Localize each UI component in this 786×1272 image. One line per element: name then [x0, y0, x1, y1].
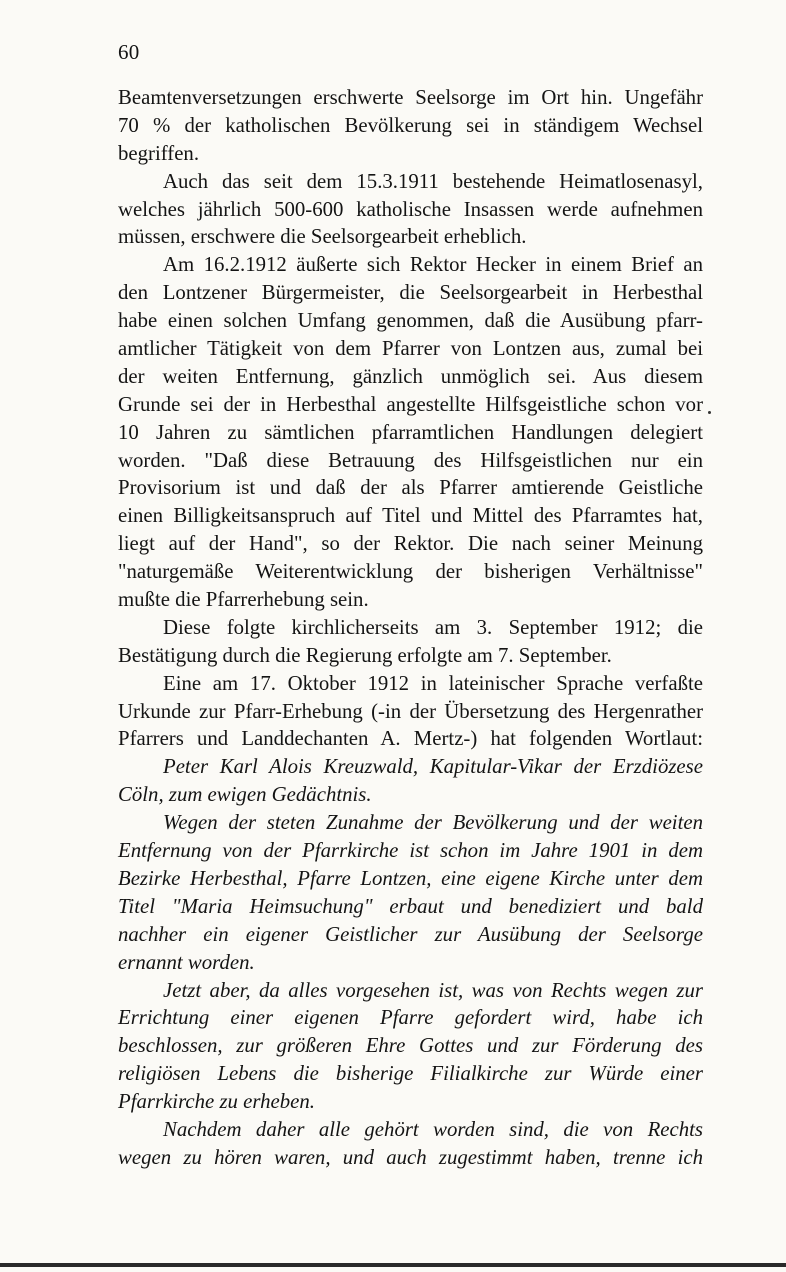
text-line: habe einen solchen Umfang genommen, daß die Ausübung pfarr- [118, 309, 703, 333]
text-line: Peter Karl Alois Kreuzwald, Kapitular-Vikar der Erzdiözese [163, 755, 703, 779]
text-line: einen Billigkeitsanspruch auf Titel und Mittel des Pfarramtes hat, [118, 504, 703, 528]
text-line: Diese folgte kirchlicherseits am 3. September 1912; die [163, 615, 703, 639]
body-text [118, 84, 703, 1172]
text-line: Nachdem daher alle gehört worden sind, die von Rechts [163, 1117, 703, 1141]
text-line: 10 Jahren zu sämtlichen pfarramtlichen Handlungen delegiert [118, 420, 703, 444]
text-line: Am 16.2.1912 äußerte sich Rektor Hecker in einem Brief an [163, 253, 703, 277]
text-line: wegen zu hören waren, und auch zugestimmt haben, trenne ich [118, 1145, 703, 1169]
text-line: worden. "Daß diese Betrauung des Hilfsgeistlichen nur ein [118, 448, 703, 472]
text-line: Bestätigung durch die Regierung erfolgte am 7. September. [118, 643, 612, 667]
stray-dot [708, 411, 711, 414]
page-number: 60 [118, 40, 140, 64]
text-line: 70 % der katholischen Bevölkerung sei in ständigem Wechsel [118, 113, 703, 137]
text-line: ernannt worden. [118, 950, 255, 974]
text-line: liegt auf der Hand", so der Rektor. Die nach seiner Meinung [118, 532, 703, 556]
text-line: den Lontzener Bürgermeister, die Seelsorgearbeit in Herbesthal [118, 281, 703, 305]
text-line: Jetzt aber, da alles vorgesehen ist, was von Rechts wegen zur [163, 978, 703, 1002]
text-line: welches jährlich 500-600 katholische Insassen werde aufnehmen [118, 197, 703, 221]
text-line: Bezirke Herbesthal, Pfarre Lontzen, eine eigene Kirche unter dem [118, 866, 703, 890]
text-line: nachher ein eigener Geistlicher zur Ausübung der Seelsorge [118, 922, 703, 946]
text-line: Errichtung einer eigenen Pfarre gefordert wird, habe ich [118, 1006, 703, 1030]
text-line: Pfarrers und Landdechanten A. Mertz-) hat folgenden Wortlaut: [118, 727, 703, 751]
text-line: Auch das seit dem 15.3.1911 bestehende Heimatlosenasyl, [163, 169, 703, 193]
text-line: müssen, erschwere die Seelsorgearbeit erheblich. [118, 225, 527, 249]
text-line: Pfarrkirche zu erheben. [118, 1090, 315, 1114]
text-line: Entfernung von der Pfarrkirche ist schon im Jahre 1901 in dem [118, 839, 703, 863]
text-line: mußte die Pfarrerhebung sein. [118, 588, 369, 612]
text-line: Urkunde zur Pfarr-Erhebung (-in der Übersetzung des Hergenrather [118, 699, 703, 723]
text-line: Grunde sei der in Herbesthal angestellte Hilfsgeistliche schon vor [118, 392, 703, 416]
text-line: religiösen Lebens die bisherige Filialkirche zur Würde einer [118, 1062, 703, 1086]
text-line: Cöln, zum ewigen Gedächtnis. [118, 783, 372, 807]
text-line: Provisorium ist und daß der als Pfarrer amtierende Geistliche [118, 476, 703, 500]
text-line: Eine am 17. Oktober 1912 in lateinischer Sprache verfaßte [163, 671, 703, 695]
text-line: der weiten Entfernung, gänzlich unmöglich sei. Aus diesem [118, 364, 703, 388]
text-line: Beamtenversetzungen erschwerte Seelsorge im Ort hin. Ungefähr [118, 86, 703, 109]
text-line: Wegen der steten Zunahme der Bevölkerung und der weiten [163, 811, 703, 835]
text-line: beschlossen, zur größeren Ehre Gottes und zur Förderung des [118, 1034, 703, 1058]
text-line: Titel "Maria Heimsuchung" erbaut und benediziert und bald [118, 894, 703, 918]
bottom-border [0, 1263, 786, 1267]
text-line: begriffen. [118, 141, 200, 165]
text-line: amtlicher Tätigkeit von dem Pfarrer von Lontzen aus, zumal bei [118, 337, 703, 361]
text-line: "naturgemäße Weiterentwicklung der bisherigen Verhältnisse" [118, 560, 703, 584]
